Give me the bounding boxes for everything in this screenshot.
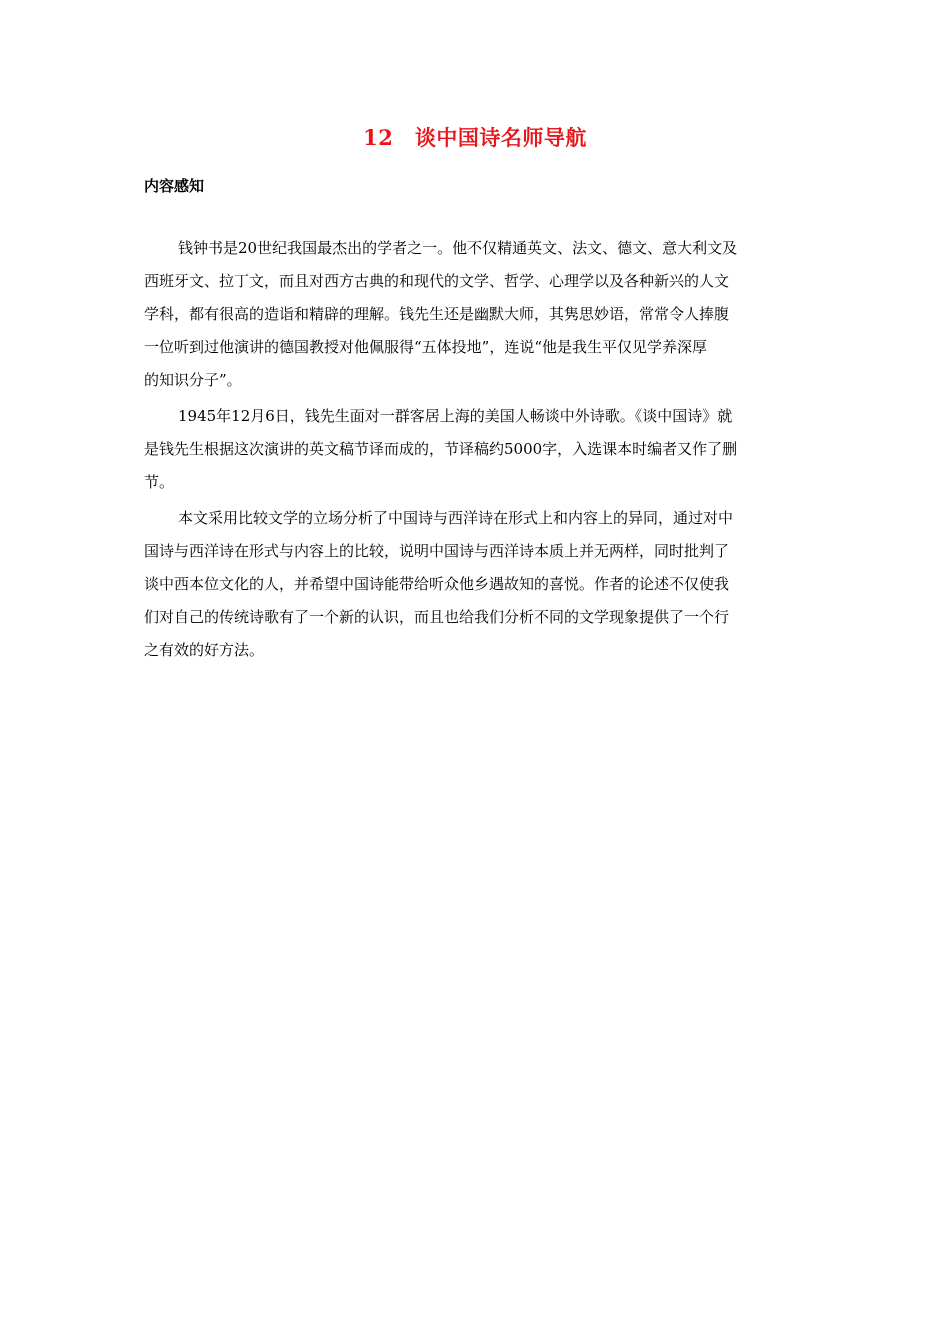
paragraph [144, 232, 808, 397]
text-line: 的知识分子”。 [144, 371, 242, 389]
text-line: 1945年12月6日，钱先生面对一群客居上海的美国人畅谈中外诗歌。《谈中国诗》就 [178, 407, 733, 425]
text-line: 们对自己的传统诗歌有了一个新的认识，而且也给我们分析不同的文学现象提供了一个行 [144, 608, 730, 626]
document-title: 12 谈中国诗名师导航 [363, 125, 587, 150]
text-line: 西班牙文、拉丁文，而且对西方古典的和现代的文学、哲学、心理学以及各种新兴的人文 [144, 272, 730, 290]
text-line: 谈中西本位文化的人，并希望中国诗能带给听众他乡遇故知的喜悦。作者的论述不仅使我 [144, 575, 730, 593]
paragraph [144, 400, 808, 499]
section-heading: 内容感知 [144, 177, 205, 195]
body-text [144, 232, 808, 670]
text-line: 学科，都有很高的造诣和精辟的理解。钱先生还是幽默大师，其隽思妙语，常常令人捧腹 [144, 305, 730, 323]
text-line: 一位听到过他演讲的德国教授对他佩服得“五体投地”，连说“他是我生平仅见学养深厚 [144, 338, 708, 356]
paragraph [144, 502, 808, 667]
text-line: 钱钟书是20世纪我国最杰出的学者之一。他不仅精通英文、法文、德文、意大利文及 [178, 239, 738, 257]
text-line: 本文采用比较文学的立场分析了中国诗与西洋诗在形式上和内容上的异同，通过对中 [178, 509, 734, 527]
text-line: 是钱先生根据这次演讲的英文稿节译而成的，节译稿约5000字，入选课本时编者又作了删 [144, 440, 738, 458]
text-line: 节。 [144, 473, 175, 491]
text-line: 国诗与西洋诗在形式与内容上的比较，说明中国诗与西洋诗本质上并无两样，同时批判了 [144, 542, 730, 560]
text-line: 之有效的好方法。 [144, 641, 265, 659]
